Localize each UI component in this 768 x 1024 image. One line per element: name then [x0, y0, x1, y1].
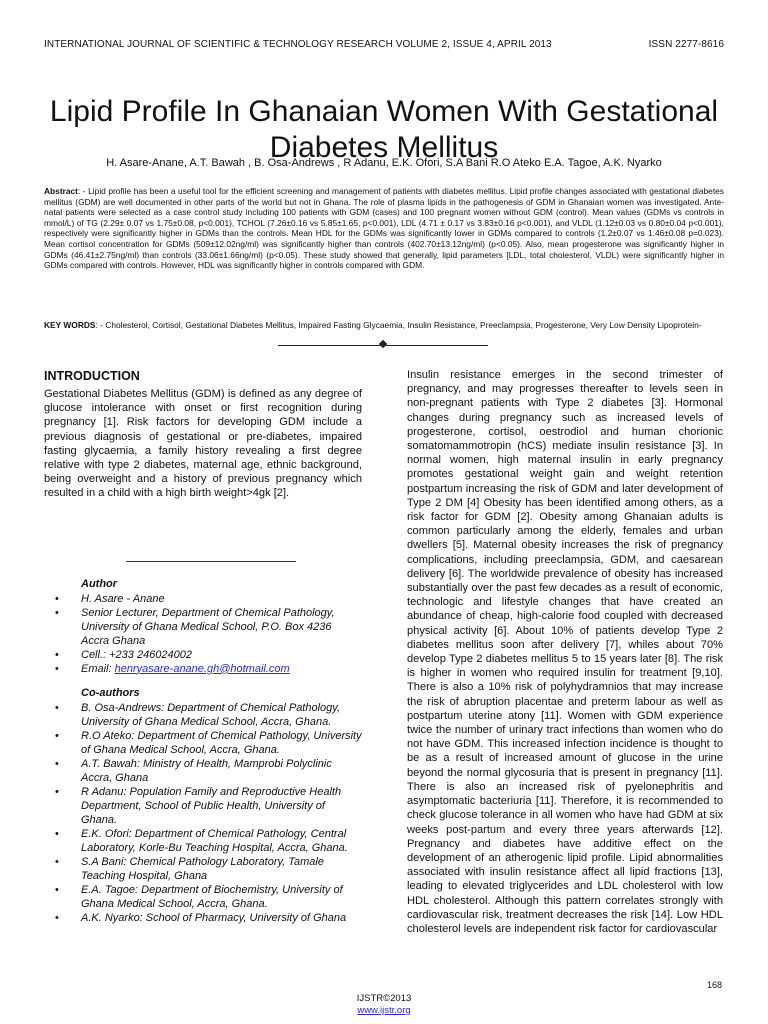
author-email-item — [44, 662, 362, 676]
introduction-text: Gestational Diabetes Mellitus (GDM) is defined as any degree of glucose intolerance with onset or first recognition during pregnancy [1]. Risk factors for developing GDM include a previous diagnosis of gestational or pre-diabetes, impaired fasting glycaemia, a family history revealing a first degree relative with type 2 diabetes, maternal age, ethnic background, being overweight and a history of previous pregnancy which resulted in a child with a high birth weight>4gk [2]. — [44, 388, 362, 500]
abstract-label: Abstract — [44, 186, 78, 196]
page-footer — [0, 993, 768, 1017]
author-info — [44, 577, 362, 925]
issn: ISSN 2277-8616 — [648, 39, 724, 50]
keywords — [44, 320, 724, 332]
publisher-label: IJSTR©2013 — [356, 993, 412, 1004]
author-heading: Author — [81, 577, 118, 590]
list-item: • E.K. Ofori: Department of Chemical Pathology, Central Laboratory, Korle-Bu Teaching Hospital, Accra, Ghana. — [44, 827, 362, 855]
abstract-text: : - Lipid profile has been a useful tool for the efficient screening and management of patients with diabetes mellitus. Lipid profile changes associated with gestational diabetes mellitus (GDM) are well documented in other parts of the world but not in Ghana. The role of plasma lipids in the pathogenesis of GDM in Ghanaian women was investigated. Ante-natal patients were selected as a case control study including 100 patients with GDM (cases) and 100 pregnant women without GDM (control). Mean values (GDMs vs controls in mmol/L) of TG (2.29± 0.07 vs 1.75±0.08, p<0.001), TCHOL (7.26±0.16 vs 5.85±1.65, p<0.001), LDL (4.71 ± 0.17 vs 3.83±0.16 p<0.001), and VLDL (1.12±0.03 vs 0.80±0.04 p<0.001), respectively were significantly higher in GDMs than the controls. Mean HDL for the GDMs was significantly lower in GDMs compared to controls (1.2±0.07 vs 1.46±0.08 p=0.023). Mean cortisol concentration for GDMs (509±12.02ng/ml) was significantly higher than controls (402.70±13.12ng/ml) (p<0.05). Also, mean progesterone was significantly higher in GDMs (46.41±2.75ng/ml) than controls (33.06±1.66ng/ml) (p<0.05). These study showed that generally, lipid parameters [LDL, total cholesterol, VLDL) were significantly higher in GDMs compared with controls. However, HDL was significantly higher in controls compared with GDM. — [44, 186, 724, 271]
coauthors-heading: Co-authors — [81, 686, 140, 699]
list-item: • A.T. Bawah: Ministry of Health, Mamprobi Polyclinic Accra, Ghana — [44, 757, 362, 785]
body-paragraph: Insulin resistance emerges in the second trimester of pregnancy, and may progresses thereafter to levels seen in non-pregnant patients with Type 2 diabetes [3]. Hormonal changes during pregnancy such as increased levels of progesterone, cortisol, oestrodiol and human chorionic somatomammotropin (hCS) mediate insulin resistance [3]. In normal women, high maternal insulin in early pregnancy promotes gestational weight gain and weight retention postpartum increasing the risk of GDM and later development of Type 2 DM [4] Obesity has been identified among others, as a risk factor for GDM [2]. Obesity among Ghanaian adults is common particularly among the elderly, females and urban dwellers [5]. Maternal obesity increases the risk of pregnancy complications, including preeclampsia, GDM, and caesarean delivery [6]. The worldwide prevalence of obesity has increased substantially over the past few decades as a result of economic, technologic and lifestyle changes that have created an abundance of cheap, high-calorie food coupled with decreased physical activity [6]. About 10% of patients develop Type 2 diabetes mellitus soon after delivery [7], whiles about 70% develop Type 2 diabetes mellitus 5 to 15 years later [8]. The risk is higher in women who required insulin for treatment [9,10]. There is also a 10% risk of polyhydramnios that may increase the risk of abruption placentae and preterm labour as well as postpartum uterine atony [11]. Women with GDM experience twice the number of urinary tract infections than women who do not have GDM. This increased infection incidence is thought to be as a result of increased amount of glucose in the urine beyond the normal glycosuria that is present in pregnancy [11]. There is also an increased risk of pyelonephritis and asymptomatic bacteriuria [11]. Therefore, it is recommended to check glucose tolerance in all women who have had GDM at six weeks post-partum and every three years afterwards [12]. Pregnancy and diabetes have additive effect on the development of an atherogenic lipid profile. Lipid abnormalities associated with insulin resistance affect all lipid fractions [13], leading to elevated triglycerides and LDL cholesterol with low HDL cholesterol. Although this pattern correlates strongly with cardiovascular risk, treatment decreases the risk [14]. Low HDL cholesterol levels are independent risk factor for cardiovascular — [407, 369, 723, 935]
keywords-text: : - Cholesterol, Cortisol, Gestational Diabetes Mellitus, Impaired Fasting Glycaemia, Insulin Resistance, Preeclampsia, Progesterone, Very Low Density Lipoprotein- — [95, 320, 702, 330]
email-link[interactable]: henryasare-anane.gh@hotmail.com — [114, 662, 290, 675]
abstract — [44, 186, 724, 271]
list-item: • R.O Ateko: Department of Chemical Pathology, University of Ghana Medical School, Accra, Ghana. — [44, 729, 362, 757]
author-list: H. Asare-Anane, A.T. Bawah , B. Osa-Andrews , R Adanu, E.K. Ofori, S.A Bani R.O Ateko E.A. Tagoe, A.K. Nyarko — [106, 157, 662, 169]
email-label: Email: — [81, 662, 115, 675]
paper-title: Lipid Profile In Ghanaian Women With Gestational Diabetes Mellitus — [49, 95, 719, 165]
list-item: • R Adanu: Population Family and Reproductive Health Department, School of Public Health, University of Ghana. — [44, 785, 362, 827]
journal-name: INTERNATIONAL JOURNAL OF SCIENTIFIC & TECHNOLOGY RESEARCH VOLUME 2, ISSUE 4, APRIL 2013 — [44, 39, 552, 50]
journal-header — [44, 39, 724, 50]
divider-diamond-icon — [379, 340, 387, 348]
list-item: • H. Asare - Anane — [44, 592, 362, 606]
right-column — [407, 368, 723, 936]
list-item: • Cell.: +233 246024002 — [44, 648, 362, 662]
list-item: • B. Osa-Andrews: Department of Chemical Pathology, University of Ghana Medical School, Accra, Ghana. — [44, 701, 362, 729]
list-item: • E.A. Tagoe: Department of Biochemistry, University of Ghana Medical School, Accra, Ghana. — [44, 883, 362, 911]
author-details — [44, 592, 362, 676]
page-number: 168 — [706, 980, 722, 990]
footnote-rule — [126, 561, 296, 562]
journal-url-link[interactable]: www.ijstr.org — [357, 1005, 411, 1016]
list-item: • A.K. Nyarko: School of Pharmacy, University of Ghana — [44, 911, 362, 925]
list-item: • S.A Bani: Chemical Pathology Laboratory, Tamale Teaching Hospital, Ghana — [44, 855, 362, 883]
list-item: • Senior Lecturer, Department of Chemical Pathology, University of Ghana Medical School, P.O. Box 4236 Accra Ghana — [44, 606, 362, 648]
left-column — [44, 369, 362, 925]
keywords-label: KEY WORDS — [44, 320, 96, 330]
introduction-heading: INTRODUCTION — [44, 369, 140, 383]
coauthor-list — [44, 701, 362, 925]
